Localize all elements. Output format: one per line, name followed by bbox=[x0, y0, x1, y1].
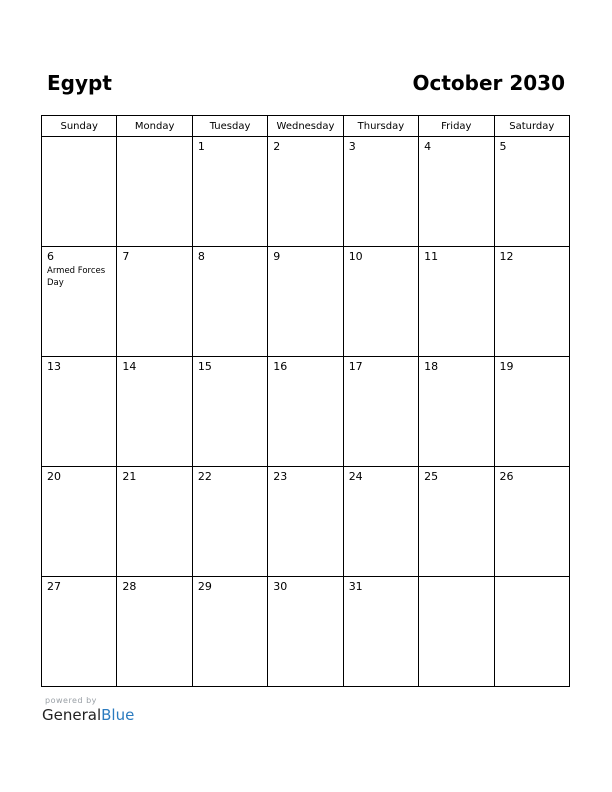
day-number: 29 bbox=[197, 580, 212, 593]
weekday-header: Sunday bbox=[42, 116, 117, 137]
day-number: 30 bbox=[273, 580, 288, 593]
weekday-header: Friday bbox=[419, 116, 494, 137]
day-number: 28 bbox=[122, 580, 137, 593]
day-cell bbox=[192, 357, 267, 467]
day-cell bbox=[494, 467, 569, 577]
day-number: 9 bbox=[273, 250, 281, 263]
day-cell bbox=[117, 357, 192, 467]
day-cell bbox=[268, 247, 343, 357]
brand-logo[interactable] bbox=[42, 706, 134, 724]
day-cell bbox=[419, 467, 494, 577]
day-cell bbox=[494, 247, 569, 357]
day-number: 11 bbox=[424, 250, 439, 263]
day-number: 10 bbox=[348, 250, 363, 263]
brand-blue-text: Blue bbox=[101, 706, 135, 724]
powered-by-label: powered by bbox=[45, 696, 97, 705]
month-title: October 2030 bbox=[412, 71, 565, 95]
day-number: 25 bbox=[424, 470, 439, 483]
day-cell bbox=[42, 467, 117, 577]
day-cell bbox=[343, 137, 418, 247]
day-number: 6 bbox=[47, 250, 54, 263]
day-cell bbox=[192, 467, 267, 577]
day-number: 27 bbox=[47, 580, 61, 593]
weekday-header: Saturday bbox=[494, 116, 569, 137]
day-number: 19 bbox=[499, 360, 514, 373]
day-number bbox=[419, 577, 493, 581]
week-row bbox=[42, 357, 570, 467]
day-number: 1 bbox=[197, 140, 205, 153]
day-cell bbox=[268, 467, 343, 577]
day-cell bbox=[42, 137, 117, 247]
day-number: 5 bbox=[499, 140, 507, 153]
week-row bbox=[42, 577, 570, 687]
day-cell bbox=[192, 247, 267, 357]
day-cell bbox=[192, 577, 267, 687]
day-number bbox=[117, 137, 191, 141]
day-number: 18 bbox=[424, 360, 439, 373]
day-number: 26 bbox=[499, 470, 514, 483]
day-number bbox=[495, 577, 569, 581]
brand-general-text: General bbox=[42, 706, 102, 724]
footer-branding bbox=[42, 696, 134, 724]
weekday-header: Tuesday bbox=[192, 116, 267, 137]
holiday-label: Armed Forces Day bbox=[47, 266, 106, 288]
day-number bbox=[42, 137, 116, 141]
day-number: 23 bbox=[273, 470, 288, 483]
day-cell bbox=[419, 247, 494, 357]
day-number: 16 bbox=[273, 360, 288, 373]
day-cell bbox=[42, 247, 117, 357]
week-row bbox=[42, 467, 570, 577]
day-number: 17 bbox=[348, 360, 363, 373]
day-cell bbox=[117, 577, 192, 687]
day-cell bbox=[343, 467, 418, 577]
day-number: 7 bbox=[122, 250, 130, 263]
day-number: 21 bbox=[122, 470, 137, 483]
day-cell bbox=[268, 357, 343, 467]
day-cell bbox=[268, 137, 343, 247]
day-number: 15 bbox=[197, 360, 212, 373]
day-number: 13 bbox=[47, 360, 61, 373]
day-number: 4 bbox=[424, 140, 432, 153]
day-cell bbox=[419, 577, 494, 687]
weekday-header: Thursday bbox=[343, 116, 418, 137]
day-cell bbox=[42, 357, 117, 467]
day-cell bbox=[117, 137, 192, 247]
day-cell bbox=[494, 357, 569, 467]
country-title: Egypt bbox=[47, 71, 112, 95]
day-number: 31 bbox=[348, 580, 363, 593]
day-number: 8 bbox=[197, 250, 205, 263]
day-cell bbox=[343, 577, 418, 687]
week-row bbox=[42, 247, 570, 357]
day-cell bbox=[192, 137, 267, 247]
weekday-header-row bbox=[42, 116, 570, 137]
weekday-header: Monday bbox=[117, 116, 192, 137]
day-cell bbox=[419, 137, 494, 247]
day-cell bbox=[419, 357, 494, 467]
weekday-header: Wednesday bbox=[268, 116, 343, 137]
day-number: 12 bbox=[499, 250, 514, 263]
day-number: 14 bbox=[122, 360, 137, 373]
week-row bbox=[42, 137, 570, 247]
day-cell bbox=[343, 357, 418, 467]
day-cell bbox=[117, 467, 192, 577]
day-number: 3 bbox=[348, 140, 356, 153]
day-cell bbox=[343, 247, 418, 357]
day-cell bbox=[117, 247, 192, 357]
day-cell bbox=[268, 577, 343, 687]
day-number: 20 bbox=[47, 470, 61, 483]
day-number: 24 bbox=[348, 470, 363, 483]
day-cell bbox=[494, 577, 569, 687]
day-number: 2 bbox=[273, 140, 281, 153]
day-number: 22 bbox=[197, 470, 212, 483]
day-cell bbox=[494, 137, 569, 247]
day-cell bbox=[42, 577, 117, 687]
calendar-grid bbox=[41, 115, 570, 687]
